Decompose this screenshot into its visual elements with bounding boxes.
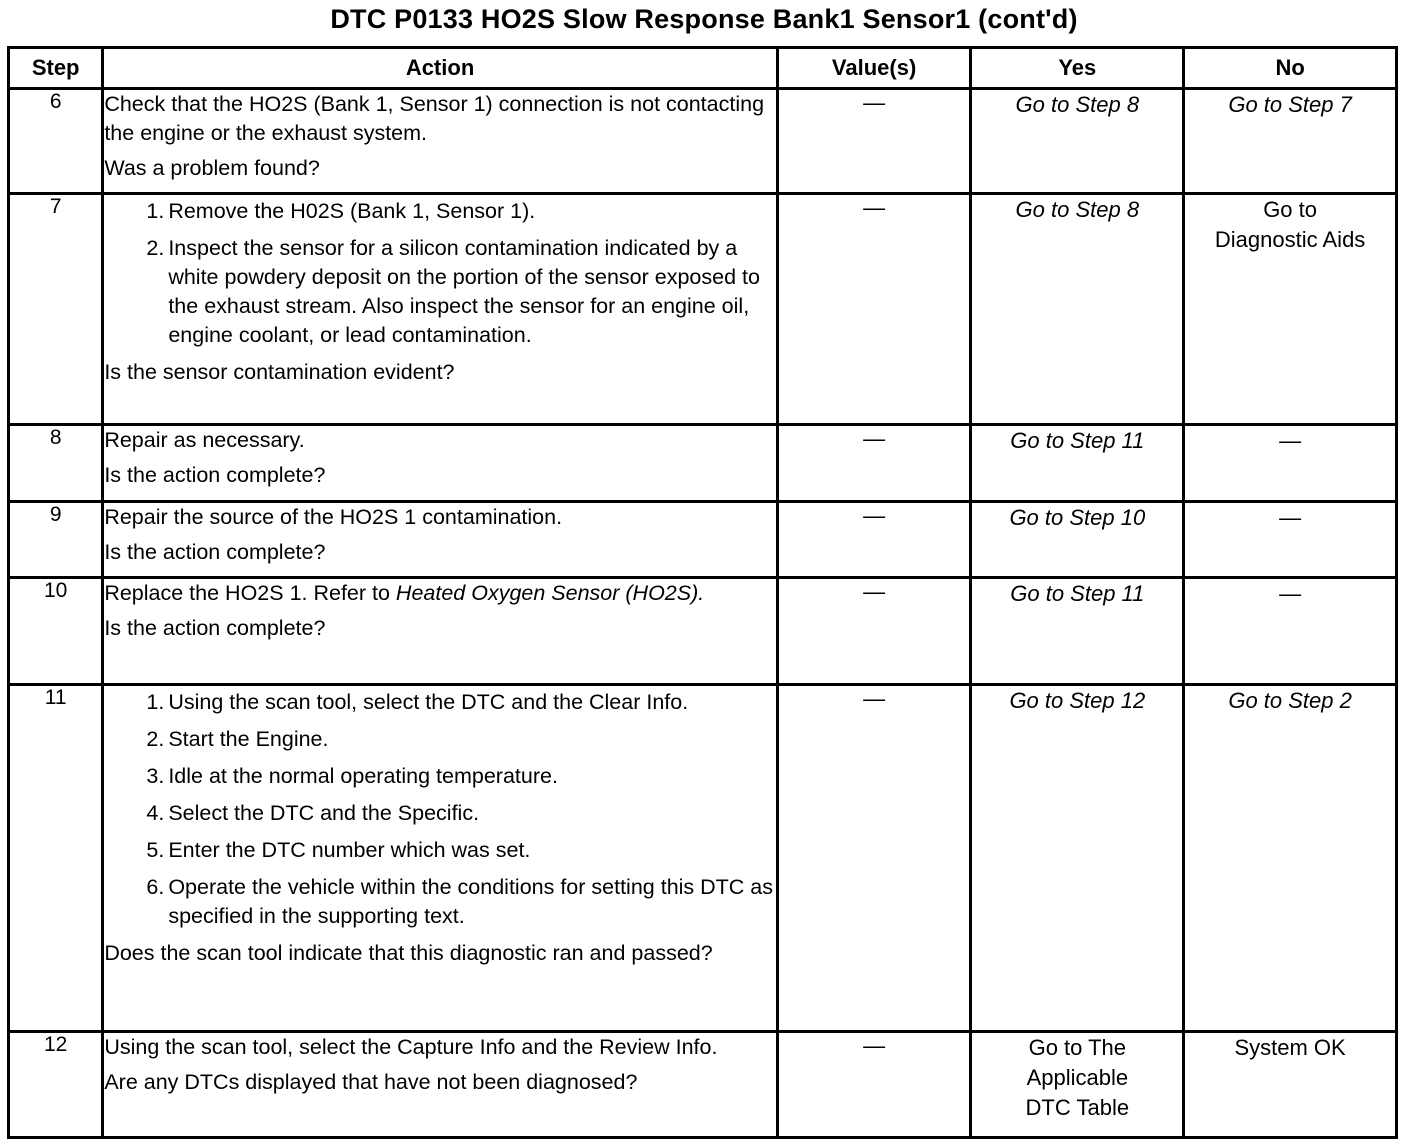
header-action: Action (103, 48, 777, 89)
action-text: Repair the source of the HO2S 1 contamination. (104, 505, 563, 529)
action-steps-list (104, 688, 775, 931)
list-item: 2. Start the Engine. (146, 727, 329, 751)
value-cell: — (777, 89, 971, 194)
table-row (9, 89, 1397, 194)
no-cell: System OK (1184, 1032, 1397, 1138)
no-cell: — (1184, 425, 1397, 502)
action-text: Repair as necessary. (104, 428, 305, 452)
action-text: Replace the HO2S 1. Refer to Heated Oxygen Sensor (HO2S). (104, 581, 705, 605)
no-cell: — (1184, 578, 1397, 685)
yes-line: Go to The (1028, 1035, 1127, 1060)
step-number: 9 (9, 502, 103, 578)
step-number: 12 (9, 1032, 103, 1138)
action-steps-list (104, 197, 775, 350)
yes-cell: Go to Step 8 (971, 194, 1184, 425)
list-item: 5. Enter the DTC number which was set. (146, 838, 531, 862)
yes-cell: Go to Step 11 (971, 425, 1184, 502)
value-cell: — (777, 578, 971, 685)
step-number: 7 (9, 194, 103, 425)
reference-title: Heated Oxygen Sensor (HO2S). (395, 581, 705, 605)
table-row (9, 194, 1397, 425)
yes-cell: Go to Step 11 (971, 578, 1184, 685)
step-number: 8 (9, 425, 103, 502)
action-text: Check that the HO2S (Bank 1, Sensor 1) connection is not contacting the engine or the exhaust system. (104, 92, 765, 145)
list-item: 6. Operate the vehicle within the conditions for setting this DTC as specified in the supporting text. (146, 875, 774, 928)
diagnostic-table (7, 46, 1398, 1139)
step-number: 11 (9, 685, 103, 1032)
action-question: Is the action complete? (104, 540, 326, 564)
yes-cell: Go to Step 12 (971, 685, 1184, 1032)
value-cell: — (777, 425, 971, 502)
action-text: Using the scan tool, select the Capture Info and the Review Info. (104, 1035, 718, 1059)
step-number: 6 (9, 89, 103, 194)
action-question: Is the action complete? (104, 616, 326, 640)
no-cell: Go to Step 7 (1184, 89, 1397, 194)
table-row (9, 502, 1397, 578)
list-item: 1. Remove the H02S (Bank 1, Sensor 1). (146, 199, 536, 223)
list-item: 3. Idle at the normal operating temperature. (146, 764, 558, 788)
no-cell (1184, 194, 1397, 425)
action-question: Is the sensor contamination evident? (104, 360, 455, 384)
yes-cell (971, 1032, 1184, 1138)
action-cell (103, 685, 777, 1032)
no-line: Diagnostic Aids (1214, 227, 1366, 252)
action-question: Does the scan tool indicate that this diagnostic ran and passed? (104, 941, 713, 965)
action-question: Are any DTCs displayed that have not been diagnosed? (104, 1070, 638, 1094)
no-cell: Go to Step 2 (1184, 685, 1397, 1032)
value-cell: — (777, 1032, 971, 1138)
header-no: No (1184, 48, 1397, 89)
table-row (9, 685, 1397, 1032)
action-cell (103, 1032, 777, 1138)
yes-line: Applicable (1026, 1065, 1129, 1090)
page-title: DTC P0133 HO2S Slow Response Bank1 Sensor1 (cont'd) (330, 4, 1078, 34)
yes-cell: Go to Step 10 (971, 502, 1184, 578)
action-cell (103, 194, 777, 425)
value-cell: — (777, 502, 971, 578)
header-values: Value(s) (777, 48, 971, 89)
yes-line: DTC Table (1025, 1095, 1130, 1120)
list-item: 4. Select the DTC and the Specific. (146, 801, 480, 825)
action-cell (103, 425, 777, 502)
action-cell (103, 89, 777, 194)
action-cell (103, 578, 777, 685)
table-header-row (9, 48, 1397, 89)
table-row (9, 425, 1397, 502)
no-cell: — (1184, 502, 1397, 578)
list-item: 1. Using the scan tool, select the DTC and the Clear Info. (146, 690, 689, 714)
value-cell: — (777, 685, 971, 1032)
yes-cell: Go to Step 8 (971, 89, 1184, 194)
table-row (9, 1032, 1397, 1138)
header-yes: Yes (971, 48, 1184, 89)
list-item: 2. Inspect the sensor for a silicon contamination indicated by a white powdery deposit on the portion of the sensor exposed to the exhaust stream. Also inspect the sensor for an engine oil, engine coolant, or lead contamination. (146, 236, 760, 347)
action-cell (103, 502, 777, 578)
step-number: 10 (9, 578, 103, 685)
table-row (9, 578, 1397, 685)
action-question: Was a problem found? (104, 156, 320, 180)
header-step: Step (9, 48, 103, 89)
no-line: Go to (1263, 197, 1317, 222)
action-question: Is the action complete? (104, 463, 326, 487)
value-cell: — (777, 194, 971, 425)
